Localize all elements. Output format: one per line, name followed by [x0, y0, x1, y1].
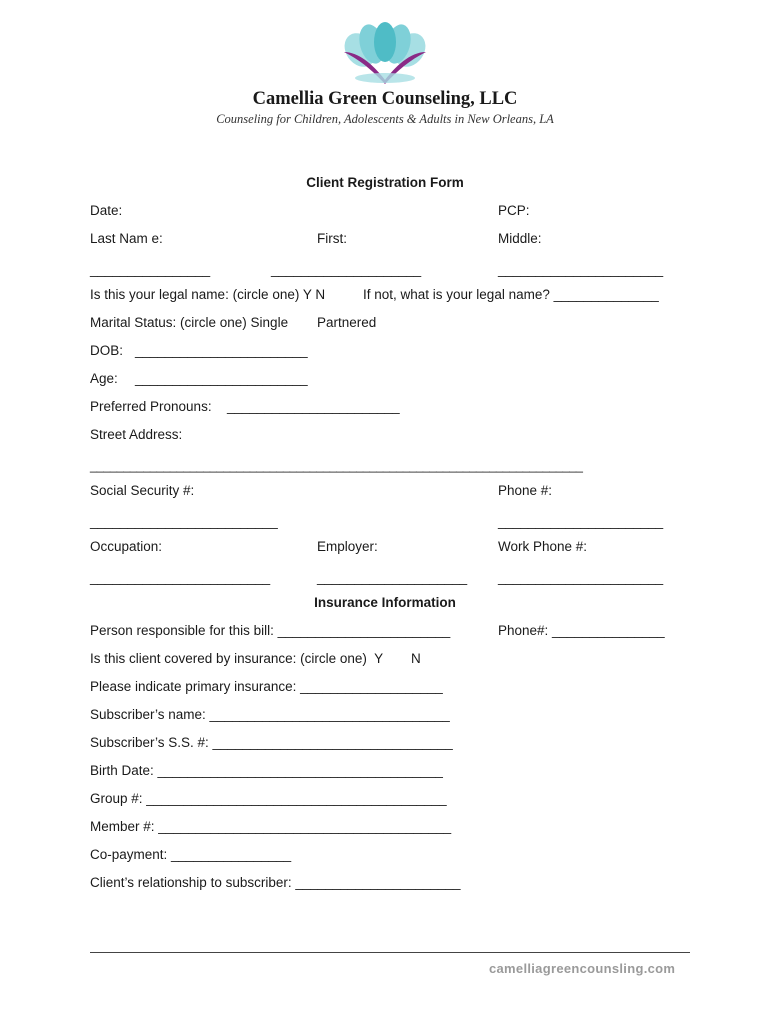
ssn-label: Social Security #: — [90, 483, 195, 498]
age-field[interactable]: _______________________ — [135, 371, 308, 386]
employer-field[interactable]: ____________________ — [317, 570, 468, 585]
first-name-field[interactable]: ____________________ — [271, 262, 422, 277]
phone-field[interactable]: ______________________ — [498, 514, 664, 529]
responsible-phone-field[interactable]: Phone#: _______________ — [498, 623, 665, 638]
insurance-covered-option-n[interactable]: N — [411, 651, 421, 666]
organization-name: Camellia Green Counseling, LLC — [252, 89, 518, 109]
middle-name-field[interactable]: ______________________ — [498, 262, 664, 277]
footer-divider — [90, 952, 690, 953]
member-number-field[interactable]: Member #: _______________________________________ — [90, 819, 452, 834]
work-phone-label: Work Phone #: — [498, 539, 588, 554]
group-number-field[interactable]: Group #: ________________________________________ — [90, 791, 447, 806]
form-title: Client Registration Form — [306, 175, 464, 190]
pcp-label: PCP: — [498, 203, 530, 218]
organization-tagline: Counseling for Children, Adolescents & Adults in New Orleans, LA — [216, 112, 554, 126]
insurance-section-title: Insurance Information — [314, 595, 456, 610]
birth-date-field[interactable]: Birth Date: ______________________________________ — [90, 763, 443, 778]
responsible-person-field[interactable]: Person responsible for this bill: _______________________ — [90, 623, 451, 638]
dob-label: DOB: — [90, 343, 124, 358]
work-phone-field[interactable]: ______________________ — [498, 570, 664, 585]
copayment-field[interactable]: Co-payment: ________________ — [90, 847, 292, 862]
insurance-covered-question[interactable]: Is this client covered by insurance: (circle one) Y — [90, 651, 384, 666]
street-address-label: Street Address: — [90, 427, 183, 442]
street-address-field[interactable]: __________________________________________________________________________ — [90, 459, 583, 473]
pronouns-field[interactable]: _______________________ — [227, 399, 400, 414]
middle-name-label: Middle: — [498, 231, 542, 246]
last-name-field[interactable]: ________________ — [90, 262, 211, 277]
dob-field[interactable]: _______________________ — [135, 343, 308, 358]
subscriber-name-field[interactable]: Subscriber’s name: ________________________________ — [90, 707, 450, 722]
lotus-logo-icon — [340, 22, 430, 84]
legal-name-alternate-field[interactable]: If not, what is your legal name? ______________ — [363, 287, 659, 302]
marital-status-option-partnered[interactable]: Partnered — [317, 315, 377, 330]
marital-status-field[interactable]: Marital Status: (circle one) Single — [90, 315, 289, 330]
legal-name-question[interactable]: Is this your legal name: (circle one) Y N — [90, 287, 326, 302]
pronouns-label: Preferred Pronouns: — [90, 399, 212, 414]
occupation-label: Occupation: — [90, 539, 163, 554]
employer-label: Employer: — [317, 539, 378, 554]
ssn-field[interactable]: _________________________ — [90, 514, 278, 529]
relationship-field[interactable]: Client’s relationship to subscriber: ______________________ — [90, 875, 461, 890]
occupation-field[interactable]: ________________________ — [90, 570, 271, 585]
last-name-label: Last Nam e: — [90, 231, 163, 246]
first-name-label: First: — [317, 231, 347, 246]
date-label: Date: — [90, 203, 123, 218]
subscriber-ss-field[interactable]: Subscriber’s S.S. #: ________________________________ — [90, 735, 453, 750]
footer-website-link[interactable]: camelliagreencounsling.com — [489, 961, 676, 976]
phone-label: Phone #: — [498, 483, 553, 498]
age-label: Age: — [90, 371, 118, 386]
primary-insurance-field[interactable]: Please indicate primary insurance: ___________________ — [90, 679, 443, 694]
